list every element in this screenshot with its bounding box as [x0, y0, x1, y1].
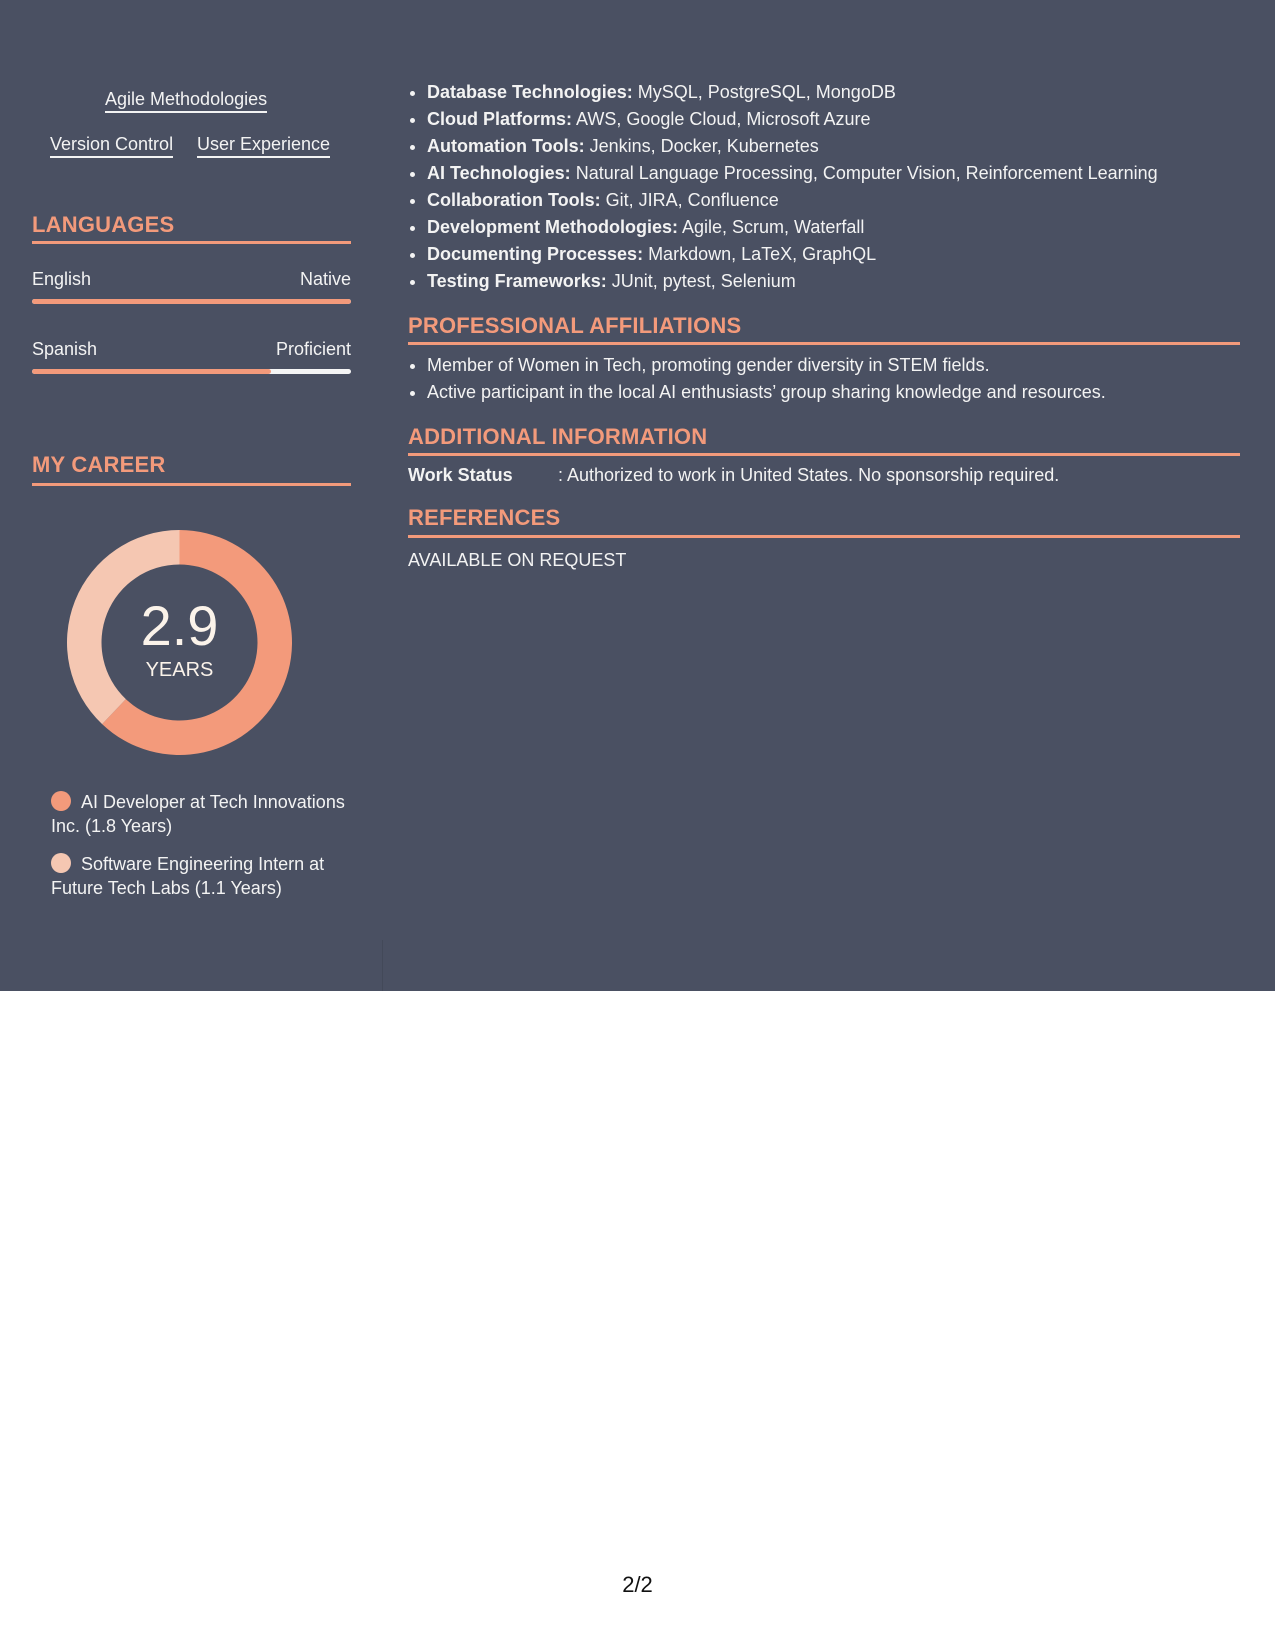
affiliations-rule — [408, 342, 1240, 345]
references-title: REFERENCES — [408, 505, 561, 530]
list-item: • Member of Women in Tech, promoting gender diversity in STEM fields. — [427, 352, 1106, 379]
career-total-value: 2.9 — [140, 593, 219, 657]
language-row-english — [32, 268, 351, 290]
list-item: • Cloud Platforms: AWS, Google Cloud, Microsoft Azure — [427, 106, 1158, 133]
language-bar-fill — [32, 299, 351, 304]
language-level: Native — [299, 269, 351, 289]
additional-info-rule — [408, 453, 1240, 456]
list-item: • AI Technologies: Natural Language Processing, Computer Vision, Reinforcement Learning — [427, 160, 1158, 187]
career-total — [67, 530, 292, 755]
language-bar-spanish — [32, 369, 351, 374]
technical-skills-list — [408, 79, 1158, 295]
career-rule — [32, 483, 351, 486]
affiliations-title: PROFESSIONAL AFFILIATIONS — [408, 313, 742, 338]
legend-dot-icon — [51, 791, 71, 811]
affiliations-list — [408, 352, 1106, 406]
language-level: Proficient — [275, 339, 351, 359]
list-item: • Documenting Processes: Markdown, LaTeX, GraphQL — [427, 241, 1158, 268]
languages-rule — [32, 241, 351, 244]
career-item-label: AI Developer at Tech Innovations Inc. (1.8 Years) — [51, 792, 345, 836]
column-divider — [382, 940, 383, 991]
career-title: MY CAREER — [32, 452, 166, 477]
references-rule — [408, 535, 1240, 538]
career-item — [51, 852, 351, 900]
work-status-value: : Authorized to work in United States. No sponsorship required. — [558, 465, 1060, 485]
languages-title: LANGUAGES — [32, 212, 175, 237]
language-bar-english — [32, 299, 351, 304]
legend-dot-icon — [51, 853, 71, 873]
references-text: AVAILABLE ON REQUEST — [408, 550, 627, 570]
work-status-label: Work Status — [408, 465, 513, 485]
language-name: English — [32, 269, 92, 289]
list-item: • Testing Frameworks: JUnit, pytest, Selenium — [427, 268, 1158, 295]
page-number: 2/2 — [622, 1572, 653, 1597]
skill-chip: Version Control — [50, 133, 173, 158]
language-row-spanish — [32, 338, 351, 360]
list-item: • Automation Tools: Jenkins, Docker, Kubernetes — [427, 133, 1158, 160]
skill-chip: User Experience — [197, 133, 330, 158]
work-status-row — [408, 464, 1059, 486]
list-item: • Collaboration Tools: Git, JIRA, Confluence — [427, 187, 1158, 214]
career-item — [51, 790, 351, 838]
language-name: Spanish — [32, 339, 98, 359]
language-bar-fill — [32, 369, 271, 374]
list-item: • Database Technologies: MySQL, PostgreSQL, MongoDB — [427, 79, 1158, 106]
list-item: • Active participant in the local AI enthusiasts’ group sharing knowledge and resources. — [427, 379, 1106, 406]
list-item: • Development Methodologies: Agile, Scrum, Waterfall — [427, 214, 1158, 241]
skill-chip: Agile Methodologies — [105, 88, 267, 113]
career-total-unit: YEARS — [145, 658, 214, 681]
career-item-label: Software Engineering Intern at Future Tech Labs (1.1 Years) — [51, 854, 325, 898]
additional-info-title: ADDITIONAL INFORMATION — [408, 424, 708, 449]
